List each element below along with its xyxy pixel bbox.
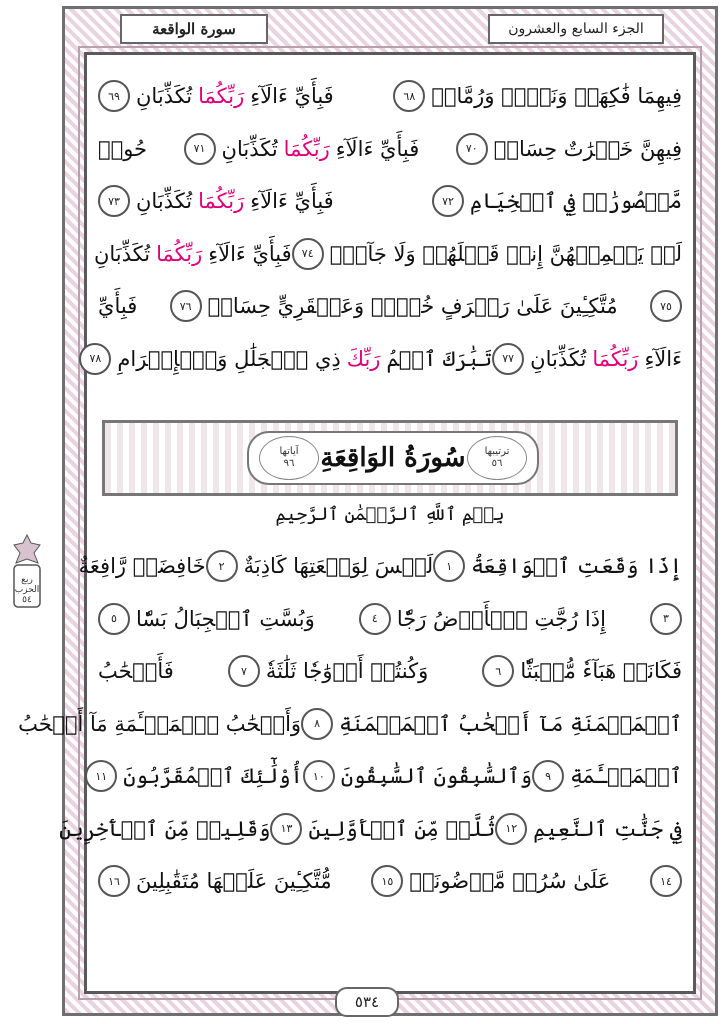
ayah-text: ذِي ٱلۡجَلَٰلِ وَٱلۡإِكۡرَامِ — [117, 346, 341, 371]
text-line — [78, 540, 682, 593]
text-line — [98, 70, 682, 123]
ayah-text: فَبِأَيِّ — [98, 294, 138, 319]
ayah-segment — [98, 80, 334, 112]
ayah-segment — [371, 865, 610, 897]
tartib-medal — [467, 436, 527, 480]
ayah-segment — [98, 294, 137, 318]
text-line — [98, 855, 682, 908]
ayah-segment — [492, 343, 682, 375]
ayah-segment — [270, 813, 495, 845]
surah-banner — [102, 420, 678, 496]
divine-name-highlight: رَبِّكَ — [346, 346, 381, 371]
ayah-number-marker: ٧٣ — [98, 185, 130, 217]
ayah-number-marker: ٨ — [301, 708, 333, 740]
ayah-text: تُكَذِّبَانِ — [136, 84, 193, 109]
ayah-text: تُكَذِّبَانِ — [221, 136, 278, 161]
ayah-segment — [393, 80, 682, 112]
ayah-number-marker: ٧٨ — [79, 343, 111, 375]
ayah-segment — [98, 659, 174, 683]
ayah-text: تُكَذِّبَانِ — [136, 189, 193, 214]
ayah-text: ءَالَآءِ — [644, 346, 682, 371]
ayah-number-marker: ٥ — [98, 603, 130, 635]
ayah-segment — [303, 760, 532, 792]
text-line — [89, 333, 682, 386]
hizb-label: ربع — [21, 575, 33, 585]
ayah-segment — [79, 343, 492, 375]
ayah-number-marker: ٧٦ — [170, 290, 202, 322]
ayah-segment — [85, 760, 303, 792]
divine-name-highlight: رَبِّكُمَا — [156, 241, 203, 266]
ayah-segment — [98, 185, 334, 217]
ayah-text: أُوْلَٰٓئِكَ ٱلۡمُقَرَّبُونَ — [123, 764, 303, 789]
ayah-text: مُتَّكِـِٔينَ عَلَىٰ رَفۡرَفٍ خُضۡرٖ وَعَبۡقَرِيٍّ حِسَانٖ — [207, 294, 618, 319]
ayah-text: فَبِأَيِّ ءَالَآءِ — [250, 84, 334, 109]
ayah-segment — [59, 817, 270, 841]
ayat-label: آياتها — [279, 446, 299, 457]
ayah-number-marker: ٧٢ — [432, 185, 464, 217]
text-line — [98, 175, 682, 228]
text-line — [98, 280, 682, 333]
ayah-segment — [98, 137, 147, 161]
ayah-segment — [495, 813, 682, 845]
surah-header — [120, 14, 268, 44]
top-text-block — [89, 70, 682, 385]
juz-label: الجزء السابع والعشرون — [508, 21, 644, 37]
ayat-value: ٩٦ — [283, 458, 295, 469]
ayah-text: فَبِأَيِّ ءَالَآءِ — [335, 136, 420, 161]
hizb-number: ٥٤ — [22, 594, 32, 605]
ayah-segment — [184, 133, 420, 165]
ayah-segment — [206, 550, 434, 582]
ayah-text: لَيۡسَ لِوَقۡعَتِهَا كَاذِبَةٌ — [243, 554, 434, 579]
surah-banner-cartouche — [247, 431, 539, 485]
text-line — [59, 803, 682, 856]
ayah-segment — [432, 185, 682, 217]
ayah-text: إِذَا وَقَعَتِ ٱلۡوَاقِعَةُ — [471, 554, 682, 579]
ayah-text: فِيهِنَّ خَيۡرَٰتٌ حِسَانٞ — [493, 136, 682, 161]
surah-title: سُورَةُ الوَاقِعَةِ — [320, 443, 466, 473]
hizb-text: الحزب — [14, 584, 40, 595]
text-line — [18, 698, 682, 751]
ayah-segment — [433, 550, 682, 582]
ayat-medal — [259, 436, 319, 480]
ayah-number-marker: ٧١ — [184, 133, 216, 165]
tartib-value: ٥٦ — [491, 458, 503, 469]
ayah-segment — [532, 760, 682, 792]
ayah-segment — [79, 554, 206, 578]
ayah-text: ٱلۡمَيۡمَنَةِ مَآ أَصۡحَٰبُ ٱلۡمَيۡمَنَةِ — [339, 711, 682, 736]
ayah-number-marker: ١ — [433, 550, 465, 582]
ayah-text: مُّتَّكِـِٔينَ عَلَيۡهَا مُتَقَٰبِلِينَ — [136, 869, 332, 894]
ayah-number-marker: ١٣ — [270, 813, 302, 845]
divine-name-highlight: رَبِّكُمَا — [283, 136, 330, 161]
ayah-number-marker: ٧٧ — [492, 343, 524, 375]
ayah-text: تَبَٰرَكَ ٱسۡمُ — [386, 346, 493, 371]
ayah-number-marker: ٧٠ — [456, 133, 488, 165]
divine-name-highlight: رَبِّكُمَا — [592, 346, 639, 371]
text-line — [98, 123, 682, 176]
ayah-segment — [359, 603, 606, 635]
ayah-segment — [482, 655, 682, 687]
text-line — [93, 228, 682, 281]
ayah-segment — [98, 865, 332, 897]
ayah-text: خَافِضَةٞ رَّافِعَةٌ — [78, 554, 206, 579]
ayah-number-marker: ٦٩ — [98, 80, 130, 112]
ayah-text: حُورٞ — [98, 136, 148, 161]
ayah-number-marker: ٩ — [532, 760, 564, 792]
basmala: بِسۡمِ ٱللَّهِ ٱلرَّحۡمَٰنِ ٱلرَّحِيمِ — [275, 504, 505, 525]
ayah-number-marker: ٦ — [482, 655, 514, 687]
ayah-text: مَّقۡصُورَٰتٞ فِي ٱلۡخِيَامِ — [469, 189, 682, 214]
text-line — [98, 645, 682, 698]
ayah-segment — [94, 242, 292, 266]
ayah-segment — [98, 603, 315, 635]
ayah-number-marker: ١١ — [85, 760, 117, 792]
ayah-number-marker: ١٦ — [98, 865, 130, 897]
ayah-text: تُكَذِّبَانِ — [93, 241, 151, 266]
ayah-segment — [650, 865, 682, 897]
tartib-label: ترتيبها — [484, 446, 510, 457]
ayah-number-marker: ٣ — [650, 603, 682, 635]
ayah-number-marker: ١٠ — [303, 760, 335, 792]
divine-name-highlight: رَبِّكُمَا — [198, 84, 245, 109]
ayah-number-marker: ٢ — [206, 550, 238, 582]
ayah-text: تُكَذِّبَانِ — [530, 346, 587, 371]
ayah-number-marker: ٤ — [359, 603, 391, 635]
ayah-text: فَكَانَتۡ هَبَآءٗ مُّنۢبَثّٗا — [520, 659, 682, 684]
ayah-text: وَبُسَّتِ ٱلۡجِبَالُ بَسّٗا — [136, 606, 315, 631]
ayah-segment — [456, 133, 682, 165]
ayah-text: فَأَصۡحَٰبُ — [98, 659, 174, 684]
divine-name-highlight: رَبِّكُمَا — [198, 189, 245, 214]
ayah-text: ٱلۡمَشۡـَٔمَةِ — [570, 764, 682, 789]
ayah-text: وَٱلسَّٰبِقُونَ ٱلسَّٰبِقُونَ — [340, 764, 533, 789]
surah-header-label: سورة الواقعة — [152, 20, 236, 38]
text-line — [98, 593, 682, 646]
ayah-text: لَمۡ يَطۡمِثۡهُنَّ إِنسٞ قَبۡلَهُمۡ وَلَا جَآنّٞ — [329, 241, 682, 266]
ayah-text: وَأَصۡحَٰبُ ٱلۡمَشۡـَٔمَةِ مَآ أَصۡحَٰبُ — [18, 711, 302, 736]
ayah-segment — [18, 712, 301, 736]
ayah-segment — [301, 708, 682, 740]
ayah-text: فَبِأَيِّ ءَالَآءِ — [208, 241, 292, 266]
ayah-number-marker: ٧٥ — [650, 290, 682, 322]
ayah-text: وَقَلِيلٞ مِّنَ ٱلۡأٓخِرِينَ — [59, 816, 271, 841]
hizb-marker — [10, 576, 44, 606]
ayah-segment — [228, 655, 428, 687]
ayah-number-marker: ١٢ — [495, 813, 527, 845]
ayah-segment — [650, 603, 682, 635]
ayah-text: فَبِأَيِّ ءَالَآءِ — [250, 189, 334, 214]
text-line — [95, 750, 682, 803]
ayah-text: فِيهِمَا فَٰكِهَةٞ وَنَخۡلٞ وَرُمَّانٞ — [431, 84, 682, 109]
ayah-segment — [292, 238, 682, 270]
ayah-text: إِذَا رُجَّتِ ٱلۡأَرۡضُ رَجّٗا — [396, 606, 606, 631]
ayah-number-marker: ١٥ — [371, 865, 403, 897]
page-number: ٥٣٤ — [335, 987, 399, 1017]
ayah-segment — [650, 290, 682, 322]
ayah-number-marker: ٦٨ — [393, 80, 425, 112]
ayah-number-marker: ٧٤ — [292, 238, 324, 270]
ayah-text: فِي جَنَّٰتِ ٱلنَّعِيمِ — [533, 816, 682, 841]
ayah-number-marker: ٧ — [228, 655, 260, 687]
ayah-text: وَكُنتُمۡ أَزۡوَٰجٗا ثَلَٰثَةٗ — [265, 659, 429, 684]
ayah-text: ثُلَّةٞ مِّنَ ٱلۡأَوَّلِينَ — [308, 816, 496, 841]
juz-header — [488, 14, 664, 44]
ayah-number-marker: ١٤ — [650, 865, 682, 897]
ayah-text: عَلَىٰ سُرُرٖ مَّوۡضُونَةٖ — [409, 869, 611, 894]
ayah-segment — [170, 290, 618, 322]
